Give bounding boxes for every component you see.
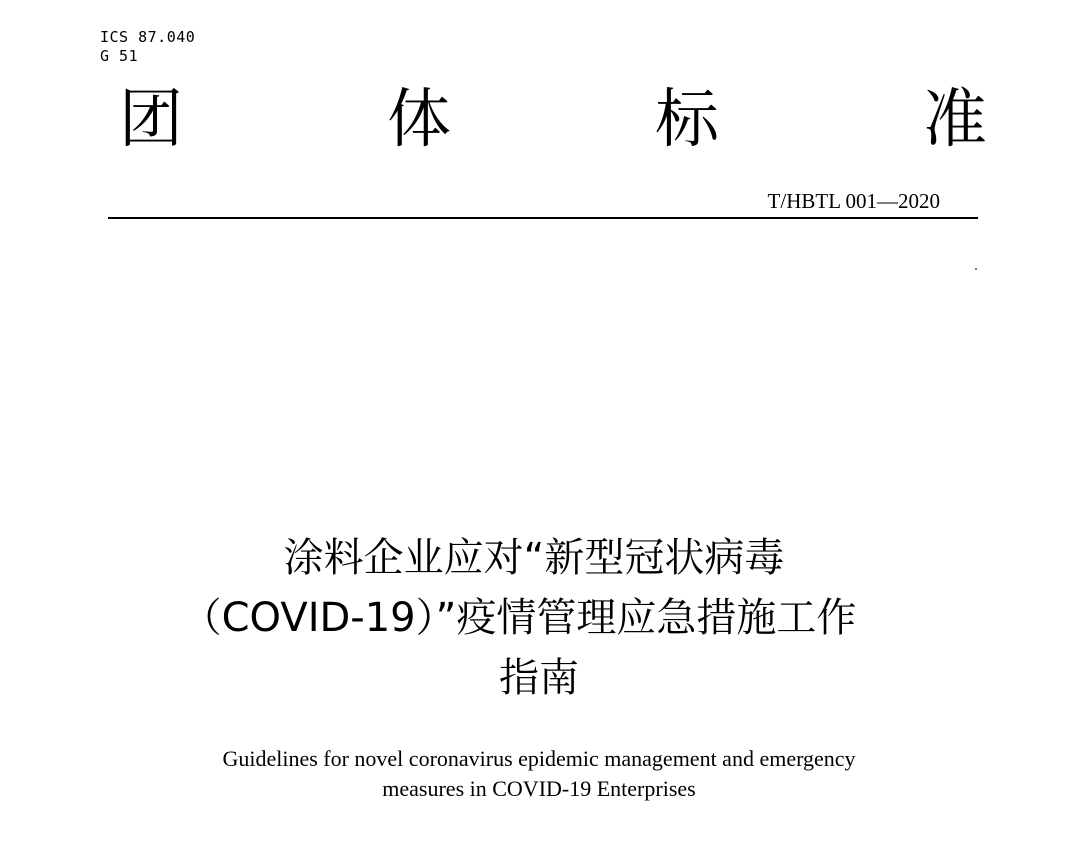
chinese-title [0, 528, 1078, 708]
classification-codes [100, 28, 195, 66]
ccs-code: G 51 [100, 47, 139, 65]
ics-code: ICS 87.040 [100, 28, 196, 46]
english-title-line: Guidelines for novel coronavirus epidemic management and emergency [222, 746, 856, 771]
standard-type-char: 体 [387, 83, 451, 157]
scan-speck [975, 268, 977, 270]
standard-type-char: 团 [119, 83, 183, 157]
standard-code: T/HBTL 001—2020 [767, 189, 940, 213]
chinese-title-line: 涂料企业应对“新型冠状病毒 [283, 535, 785, 581]
chinese-title-line: 指南 [499, 655, 579, 701]
standard-type-char: 准 [923, 83, 987, 157]
english-title [0, 744, 1078, 804]
standard-type-char: 标 [655, 83, 719, 157]
header-divider [108, 217, 978, 219]
chinese-title-line: （COVID-19）”疫情管理应急措施工作 [181, 595, 857, 641]
english-title-line: measures in COVID-19 Enterprises [382, 776, 696, 801]
standard-type-heading [118, 84, 988, 156]
